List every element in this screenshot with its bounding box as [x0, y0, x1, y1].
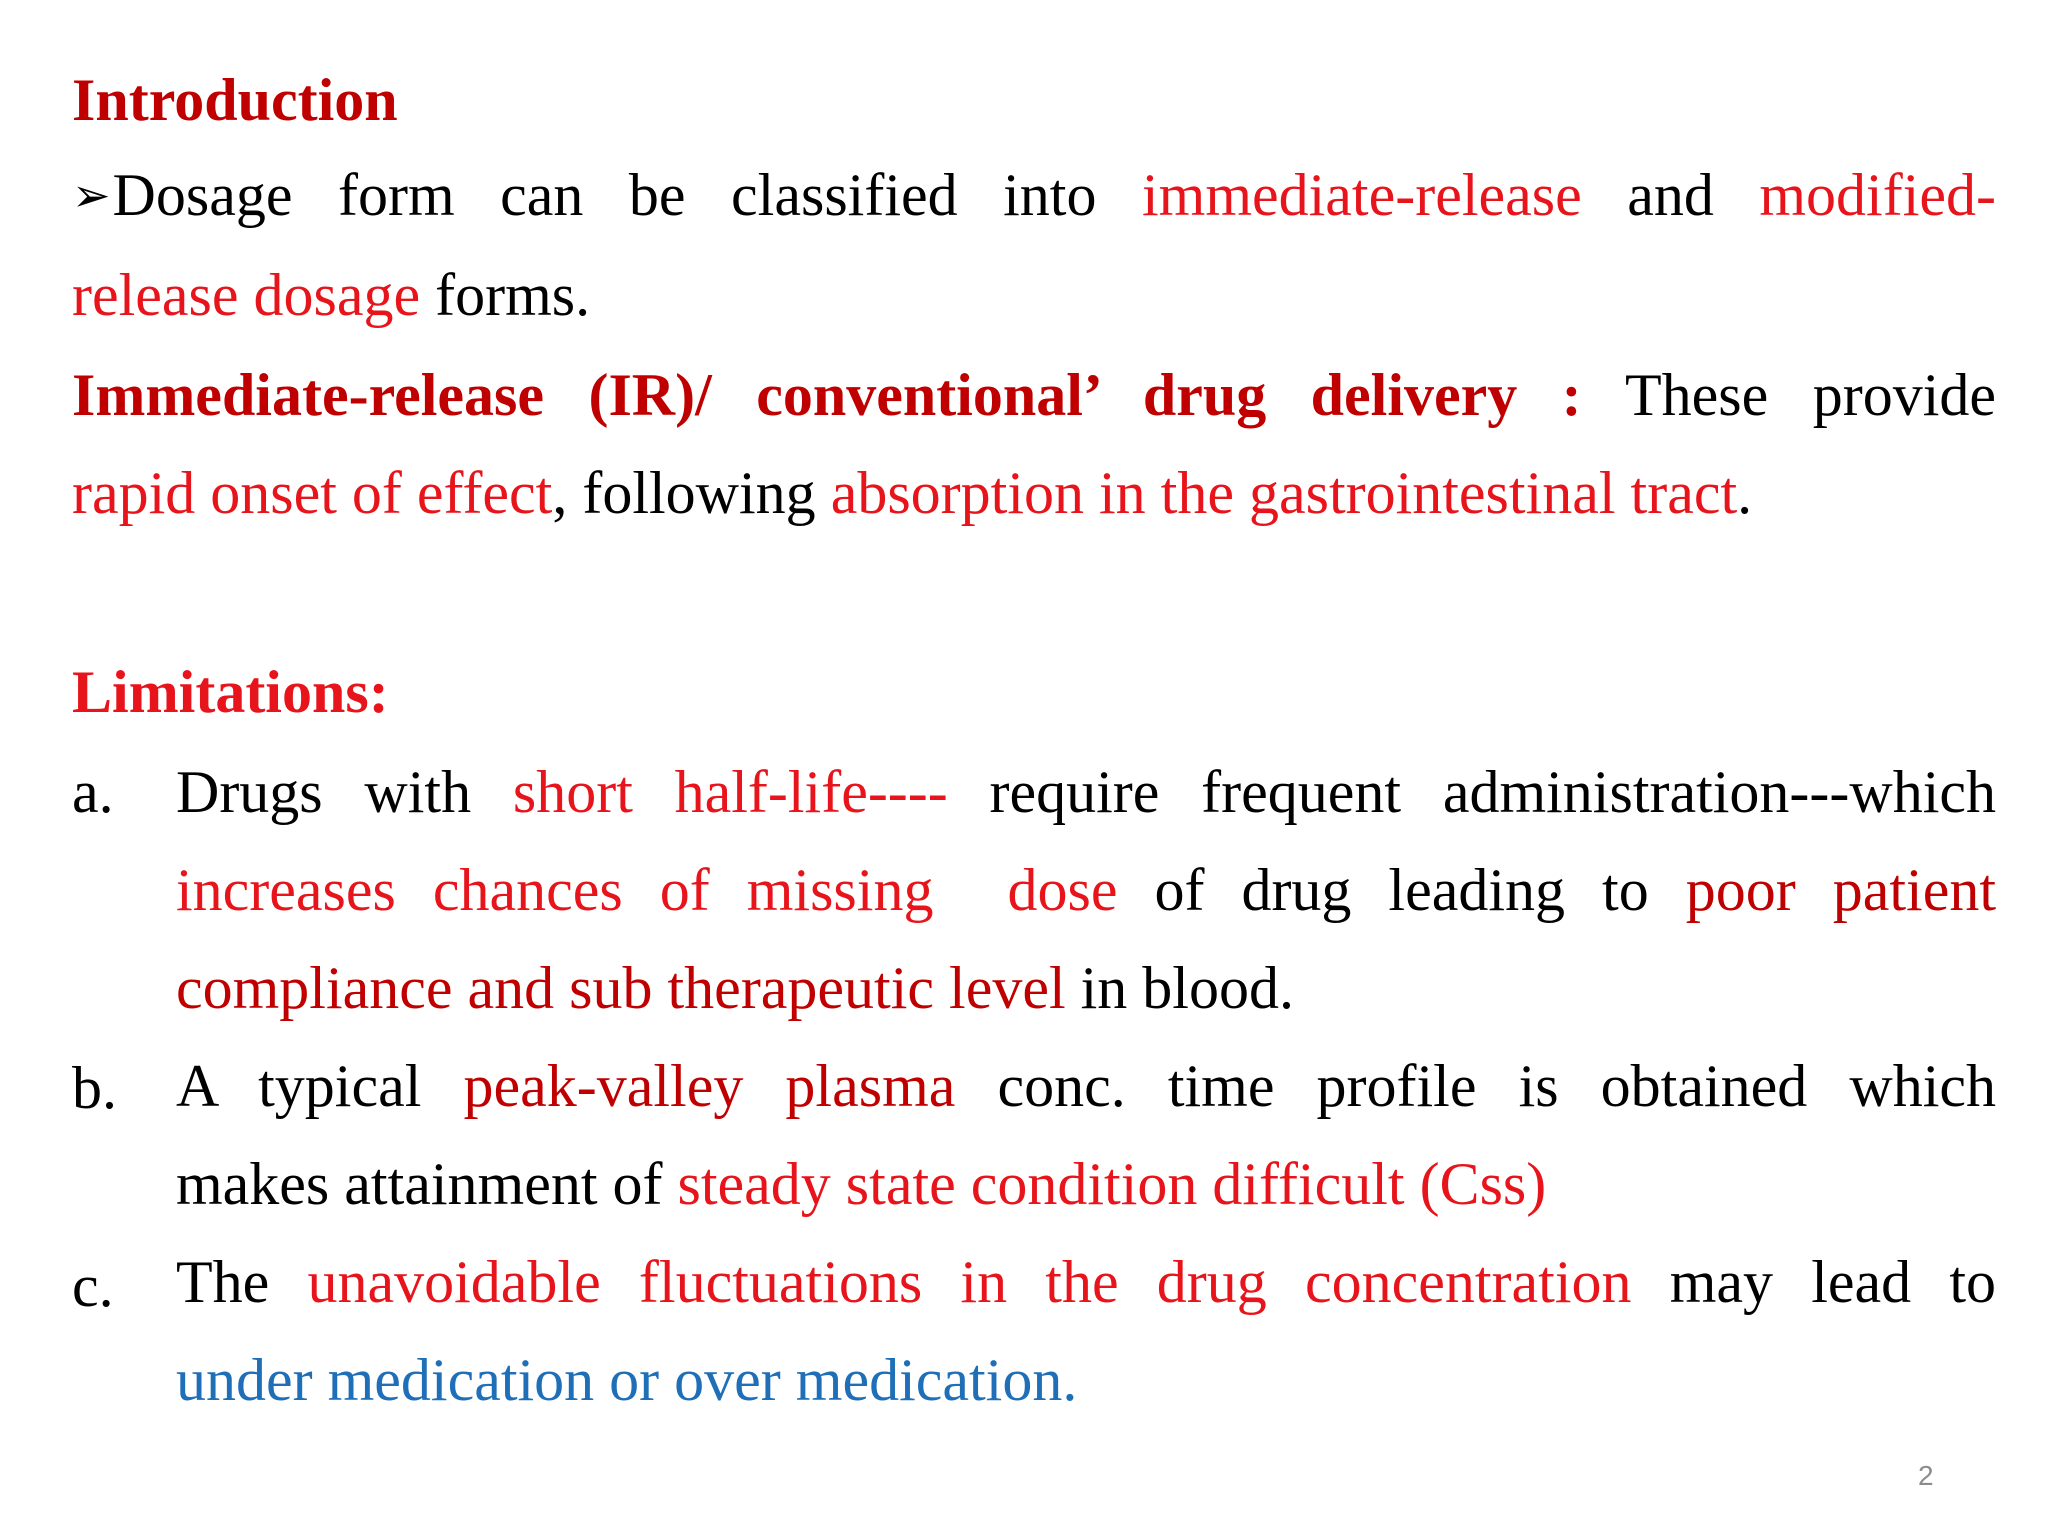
ir-heading: Immediate-release (IR)/ conventional’ drug delivery : [72, 362, 1582, 428]
limitation-b-line-1: A typical peak-valley plasma conc. time profile is obtained which [176, 1053, 1997, 1119]
ir-definition-line-2: rapid onset of effect, following absorption in the gastrointestinal tract. [72, 460, 1753, 526]
list-marker-a: a. [72, 759, 114, 825]
limitations-heading: Limitations: [72, 659, 389, 725]
limitation-b-line-2: makes attainment of steady state condition difficult (Css) [176, 1151, 1547, 1217]
limitation-a-line-1: Drugs with short half-life---- require frequent administration---which [176, 759, 1997, 825]
list-marker-b: b. [72, 1055, 117, 1121]
limitation-c-line-1: The unavoidable fluctuations in the drug concentration may lead to [176, 1249, 1997, 1315]
limitation-a-line-2: increases chances of missing dose of drug leading to poor patient [176, 857, 1996, 923]
limitation-c-line-2: under medication or over medication. [176, 1347, 1078, 1413]
list-marker-c: c. [72, 1253, 114, 1319]
intro-bullet-line-2: release dosage forms. [72, 262, 591, 328]
intro-bullet-line-1: ➢Dosage form can be classified into immediate-release and modified- [72, 162, 1996, 228]
intro-heading: Introduction [72, 67, 398, 133]
page-number: 2 [1918, 1460, 1934, 1491]
ir-definition-line-1: Immediate-release (IR)/ conventional’ drug delivery : These provide [72, 362, 1996, 428]
arrow-bullet-icon: ➢ [72, 168, 111, 222]
limitation-a-line-3: compliance and sub therapeutic level in blood. [176, 955, 1294, 1021]
